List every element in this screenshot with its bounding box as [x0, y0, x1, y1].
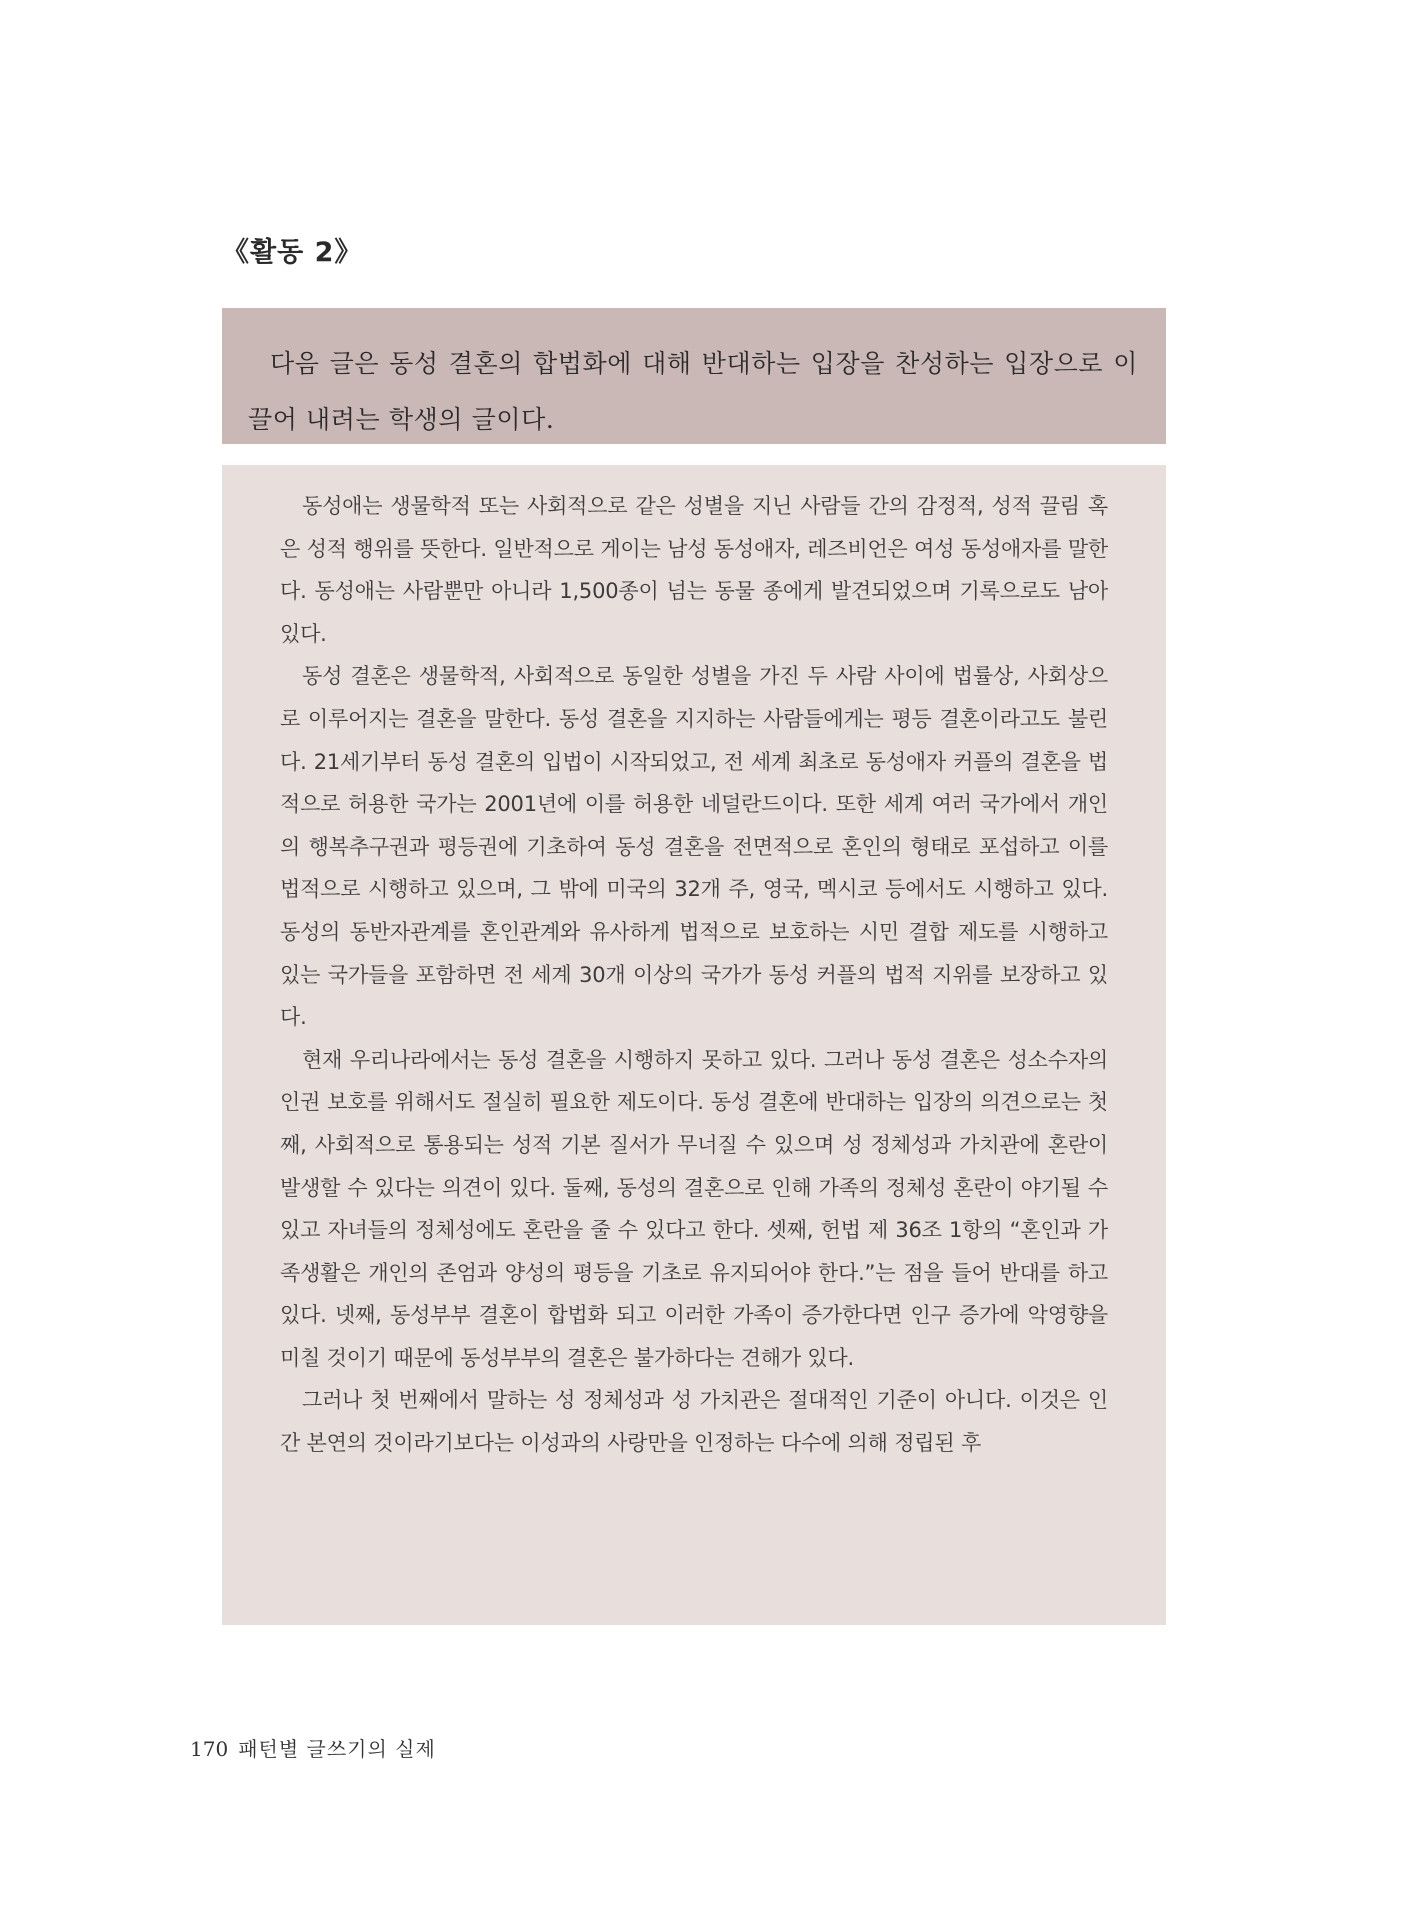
passage-paragraph-3: 현재 우리나라에서는 동성 결혼을 시행하지 못하고 있다. 그러나 동성 결혼은 성소수자의 인권 보호를 위해서도 절실히 필요한 제도이다. 동성 결혼에 반대하는 입장의 의견으로는 첫째, 사회적으로 통용되는 성적 기본 질서가 무너질 수 있으며 성 정체성과 가치관에 혼란이 발생할 수 있다는 의견이 있다. 둘째, 동성의 결혼으로 인해 가족의 정체성 혼란이 야기될 수 있고 자녀들의 정체성에도 혼란을 줄 수 있다고 한다. 셋째, 헌법 제 36조 1항의 “혼인과 가족생활은 개인의 존엄과 양성의 평등을 기초로 유지되어야 한다.”는 점을 들어 반대를 하고 있다. 넷째, 동성부부 결혼이 합법화 되고 이러한 가족이 증가한다면 인구 증가에 악영향을 미칠 것이기 때문에 동성부부의 결혼은 불가하다는 견해가 있다.	[280, 1047, 1108, 1370]
passage-paragraph-2: 동성 결혼은 생물학적, 사회적으로 동일한 성별을 가진 두 사람 사이에 법률상, 사회상으로 이루어지는 결혼을 말한다. 동성 결혼을 지지하는 사람들에게는 평등 결혼이라고도 불린다. 21세기부터 동성 결혼의 입법이 시작되었고, 전 세계 최초로 동성애자 커플의 결혼을 법적으로 허용한 국가는 2001년에 이를 허용한 네덜란드이다. 또한 세계 여러 국가에서 개인의 행복추구권과 평등권에 기초하여 동성 결혼을 전면적으로 혼인의 형태로 포섭하고 이를 법적으로 시행하고 있으며, 그 밖에 미국의 32개 주, 영국, 멕시코 등에서도 시행하고 있다. 동성의 동반자관계를 혼인관계와 유사하게 법적으로 보호하는 시민 결합 제도를 시행하고 있는 국가들을 포함하면 전 세계 30개 이상의 국가가 동성 커플의 법적 지위를 보장하고 있다.	[280, 664, 1108, 1030]
activity-heading: 《활동 2》	[222, 237, 363, 268]
page-footer	[190, 1733, 436, 1762]
instruction-box	[222, 308, 1166, 444]
passage-box	[222, 465, 1166, 1625]
passage-paragraph-4: 그러나 첫 번째에서 말하는 성 정체성과 성 가치관은 절대적인 기준이 아니다. 이것은 인간 본연의 것이라기보다는 이성과의 사랑만을 인정하는 다수에 의해 정립된 후	[280, 1388, 1108, 1456]
page-number: 170	[190, 1737, 229, 1761]
book-title: 패턴별 글쓰기의 실제	[238, 1737, 436, 1761]
passage-paragraph-1: 동성애는 생물학적 또는 사회적으로 같은 성별을 지닌 사람들 간의 감정적, 성적 끌림 혹은 성적 행위를 뜻한다. 일반적으로 게이는 남성 동성애자, 레즈비언은 여성 동성애자를 말한다. 동성애는 사람뿐만 아니라 1,500종이 넘는 동물 종에게 발견되었으며 기록으로도 남아 있다.	[280, 494, 1108, 646]
instruction-text: 다음 글은 동성 결혼의 합법화에 대해 반대하는 입장을 찬성하는 입장으로 이끌어 내려는 학생의 글이다.	[248, 349, 1138, 434]
